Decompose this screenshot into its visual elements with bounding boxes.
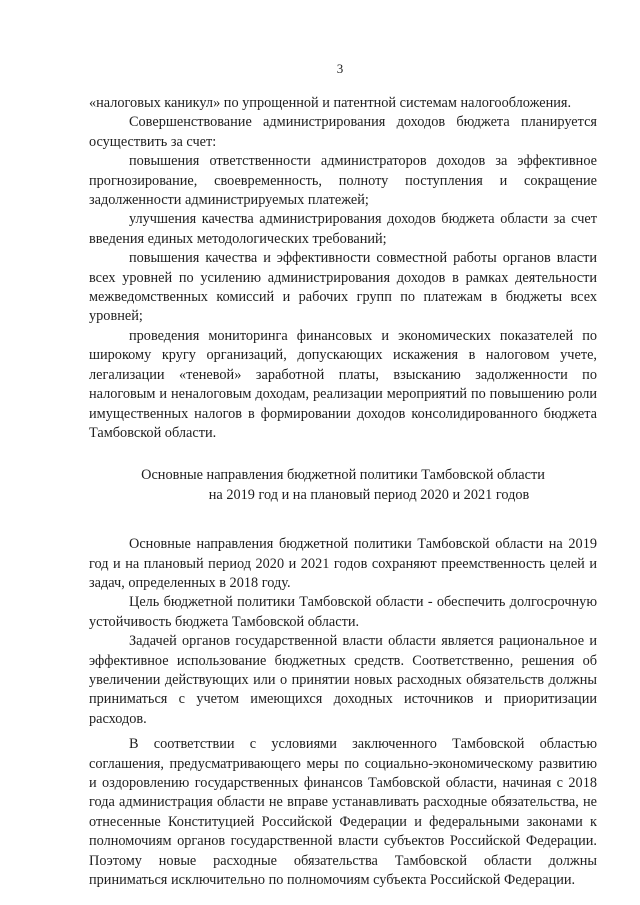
paragraph: Основные направления бюджетной политики Тамбовской области на 2019 год и на плановый период 2020 и 2021 годов сохраняют преемственность целей и задач, определенных в 2018 году. <box>89 536 597 591</box>
list-item: повышения ответственности администраторов доходов за эффективное прогнозирование, своевременность, полноту поступления и сокращение задолженности администрируемых платежей; <box>89 153 597 209</box>
paragraph: Совершенствование администрирования доходов бюджета планируется осуществить за счет: <box>89 114 597 150</box>
paragraph: Цель бюджетной политики Тамбовской области - обеспечить долгосрочную устойчивость бюджета Тамбовской области. <box>89 594 597 630</box>
document-body <box>89 94 597 890</box>
paragraph: В соответствии с условиями заключенного Тамбовской областью соглашения, предусматривающего меры по социально-экономическому развитию и оздоровлению государственных финансов Тамбовской области, начиная с 2018 года администрация области не вправе устанавливать расходные обязательства, не отнесенные Конституцией Российской Федерации и федеральными законами к полномочиям органов государственной власти субъектов Российской Федерации. Поэтому новые расходные обязательства Тамбовской области должны приниматься исключительно по полномочиям субъекта Российской Федерации. <box>89 736 597 889</box>
paragraph: «налоговых каникул» по упрощенной и патентной системам налогообложения. <box>89 95 572 111</box>
list-item: улучшения качества администрирования доходов бюджета области за счет введения единых методологических требований; <box>89 211 597 247</box>
list-item: проведения мониторинга финансовых и экономических показателей по широкому кругу организаций, допускающих искажения в налоговом учете, легализации «теневой» заработной платы, взысканию задолженности по налоговым и неналоговым доходам, реализации мероприятий по повышению роли имущественных налогов в формировании доходов консолидированного бюджета Тамбовской области. <box>89 327 597 441</box>
list-item: повышения качества и эффективности совместной работы органов власти всех уровней по усилению администрирования доходов в рамках деятельности межведомственных комиссий и рабочих групп по платежам в бюджеты всех уровней; <box>89 250 597 325</box>
section-title-line: на 2019 год и на плановый период 2020 и 2021 годов <box>208 486 530 503</box>
page-number: 3 <box>336 61 344 76</box>
section-title <box>89 466 597 505</box>
paragraph: Задачей органов государственной власти области является рациональное и эффективное использование бюджетных средств. Соответственно, решения об увеличении действующих или о принятии новых расходных обязательств должны приниматься с учетом имеющихся доходных источников и приоритизации расходов. <box>89 633 597 727</box>
section-title-line: Основные направления бюджетной политики Тамбовской области <box>141 467 545 484</box>
